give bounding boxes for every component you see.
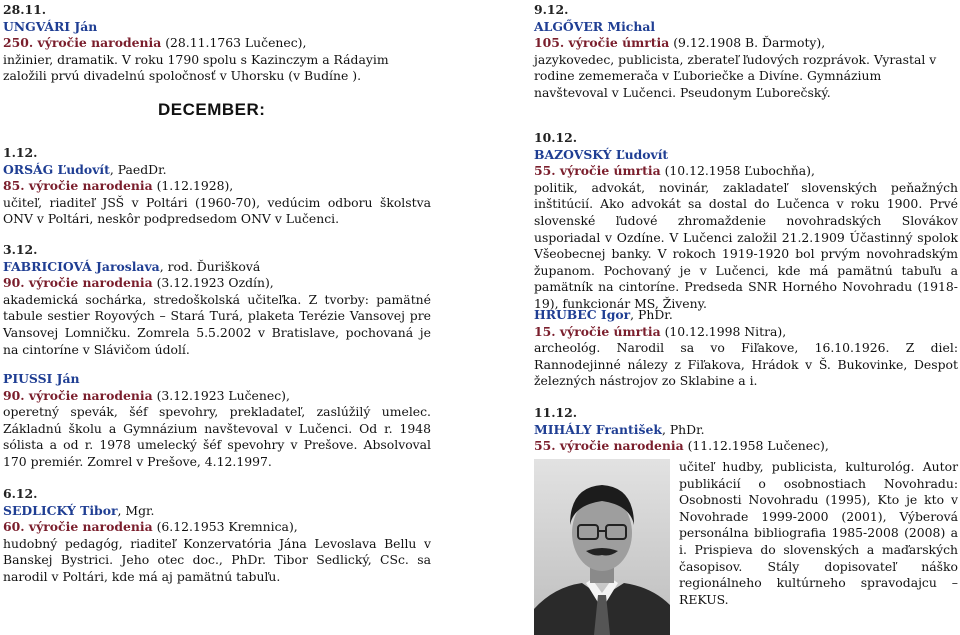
entry-bio: inžinier, dramatik. V roku 1790 spolu s Kazinczym a Rádayim založili prvú divadelnú spoločnosť v Uhorsku (v Budíne ).	[3, 51, 389, 84]
entry-anniversary	[3, 35, 431, 52]
entry-hrubec	[534, 307, 958, 390]
anniversary-detail: (3.12.1923 Lučenec),	[152, 387, 290, 403]
anniversary-label: 90. výročie narodenia	[3, 387, 153, 403]
entry-name-line	[534, 422, 958, 439]
entry-date: 9.12.	[534, 2, 569, 17]
entry-orsag	[3, 145, 431, 228]
entry-mihaly	[534, 405, 958, 455]
entry-name-line	[3, 259, 431, 276]
anniversary-detail: (10.12.1958 Ľubochňa),	[660, 163, 815, 179]
entry-fabriciova	[3, 242, 431, 358]
entry-bio: operetný spevák, šéf spevohry, prekladateľ, zaslúžilý umelec. Základnú školu a Gymnázium navštevoval v Lučenci. Od r. 1948 sólista a od r. 1978 umelecký šéf spevohry v Prešove. Absolvoval 170 premiér. Zomrel v Prešove, 4.12.1997.	[3, 404, 431, 469]
entry-anniversary	[534, 35, 958, 52]
entry-bazovsky	[534, 130, 958, 313]
entry-sedlicky	[3, 486, 431, 586]
portrait-photo-svg	[534, 459, 670, 635]
entry-title: , PhDr.	[661, 421, 705, 437]
entry-title: , Mgr.	[117, 502, 155, 518]
entry-name: SEDLICKÝ Tibor	[3, 502, 118, 518]
anniversary-detail: (3.12.1923 Ozdín),	[152, 275, 274, 291]
entry-anniversary	[534, 438, 958, 455]
entry-bio: hudobný pedagóg, riaditeľ Konzervatória Jána Levoslava Bellu v Banskej Bystrici. Jeho otec doc., PhDr. Tibor Sedlický, CSc. sa narodil v Poltári, kde má aj pamätnú tabuľu.	[3, 535, 431, 584]
anniversary-label: 15. výročie úmrtia	[534, 323, 661, 339]
entry-name: ALGŐVER Michal	[534, 18, 656, 34]
entry-anniversary	[3, 519, 431, 536]
entry-mihaly-bio	[679, 459, 958, 608]
anniversary-detail: (1.12.1928),	[152, 178, 234, 194]
entry-ungvari	[3, 2, 431, 85]
anniversary-detail: (6.12.1953 Kremnica),	[152, 519, 298, 535]
entry-anniversary	[534, 324, 958, 341]
anniversary-detail: (11.12.1958 Lučenec),	[683, 438, 829, 454]
entry-name-line	[534, 307, 958, 324]
entry-date: 3.12.	[3, 242, 38, 257]
anniversary-label: 90. výročie narodenia	[3, 275, 153, 291]
anniversary-label: 250. výročie narodenia	[3, 35, 162, 51]
month-heading: DECEMBER:	[158, 100, 266, 119]
entry-bio: učiteľ, riaditeľ JSŠ v Poltári (1960-70), vedúcim odboru školstva ONV v Poltári, neskôr podpredsedom ONV v Lučenci.	[3, 194, 431, 227]
entry-piussi	[3, 371, 431, 471]
anniversary-label: 55. výročie úmrtia	[534, 163, 661, 179]
entry-bio: akademická sochárka, stredoškolská učiteľka. Z tvorby: pamätné tabule sestier Royových – Stará Turá, plaketa Terézie Vansovej pre Vansovej Lomničku. Zomrela 5.5.2002 v Bratislave, pochovaná je na cintoríne v Slávičom údolí.	[3, 291, 431, 357]
entry-date: 10.12.	[534, 130, 578, 145]
anniversary-label: 105. výročie úmrtia	[534, 35, 670, 51]
entry-name: PIUSSI Ján	[3, 371, 80, 386]
entry-anniversary	[3, 275, 431, 292]
entry-name: FABRICIOVÁ Jaroslava	[3, 258, 160, 274]
entry-name: UNGVÁRI Ján	[3, 18, 98, 34]
anniversary-detail: (28.11.1763 Lučenec),	[161, 35, 307, 51]
anniversary-label: 55. výročie narodenia	[534, 438, 684, 454]
entry-title: , PaedDr.	[109, 161, 167, 177]
entry-name: HRUBEC Igor	[534, 307, 631, 322]
entry-title: , rod. Ďurišková	[159, 258, 261, 274]
entry-name-line	[3, 503, 431, 520]
anniversary-label: 60. výročie narodenia	[3, 519, 153, 535]
entry-title: , PhDr.	[630, 307, 673, 322]
entry-name: ORSÁG Ľudovít	[3, 161, 110, 177]
entry-name-line	[3, 162, 431, 179]
entry-bio: učiteľ hudby, publicista, kulturológ. Autor publikácií o osobnostiach Novohradu: Osobnosti Novohradu (1995), Kto je kto v Novohrade 1999-2000 (2001), Výberová personálna bibliografia 1985-2008 (2008) a i. Prispieva do slovenských a maďarských časopisov. Stály dopisovateľ náško regionálneho kultúrneho spravodajcu – REKUS.	[679, 459, 958, 607]
entry-date: 1.12.	[3, 145, 38, 160]
entry-date: 28.11.	[3, 2, 47, 17]
entry-bio: jazykovedec, publicista, zberateľ ľudových rozprávok. Vyrastal v rodine zememerača v Ľuboriečke a Divíne. Gymnázium navštevoval v Lučenci. Pseudonym Ľuborečský.	[534, 51, 937, 100]
entry-anniversary	[3, 178, 431, 195]
entry-algover	[534, 2, 958, 102]
entry-bio: politik, advokát, novinár, zakladateľ slovenských peňažných inštitúcií. Ako advokát sa dostal do Lučenca v roku 1900. Prvé slovenské ľudové zhromaždenie novohradských Slovákov usporiadal v Ozdíne. V Lučenci založil 21.2.1909 Účastinný spolok Všeobecnej banky. V rokoch 1919-1920 bol prvým novohradským županom. Pochovaný je v Lučenci, kde má pamätnú tabuľu a pamätník na cintoríne. Predseda SNR Horného Novohradu (1918-19), funkcionár MS, Živeny.	[534, 179, 958, 311]
entry-bio: archeológ. Narodil sa vo Fiľakove, 16.10.1926. Z diel: Rannodejinné nálezy z Fiľakova, Hrádok v Š. Bukovinke, Despot železných nástrojov zo Sklabine a i.	[534, 340, 958, 389]
anniversary-detail: (10.12.1998 Nitra),	[660, 323, 787, 339]
entry-name: MIHÁLY František	[534, 421, 662, 437]
entry-name: BAZOVSKÝ Ľudovít	[534, 146, 669, 162]
entry-anniversary	[534, 163, 958, 180]
entry-date: 11.12.	[534, 405, 578, 420]
entry-anniversary	[3, 388, 431, 405]
anniversary-label: 85. výročie narodenia	[3, 178, 153, 194]
anniversary-detail: (9.12.1908 B. Ďarmoty),	[669, 35, 826, 51]
portrait-photo-icon	[534, 459, 670, 635]
entry-date: 6.12.	[3, 486, 38, 501]
